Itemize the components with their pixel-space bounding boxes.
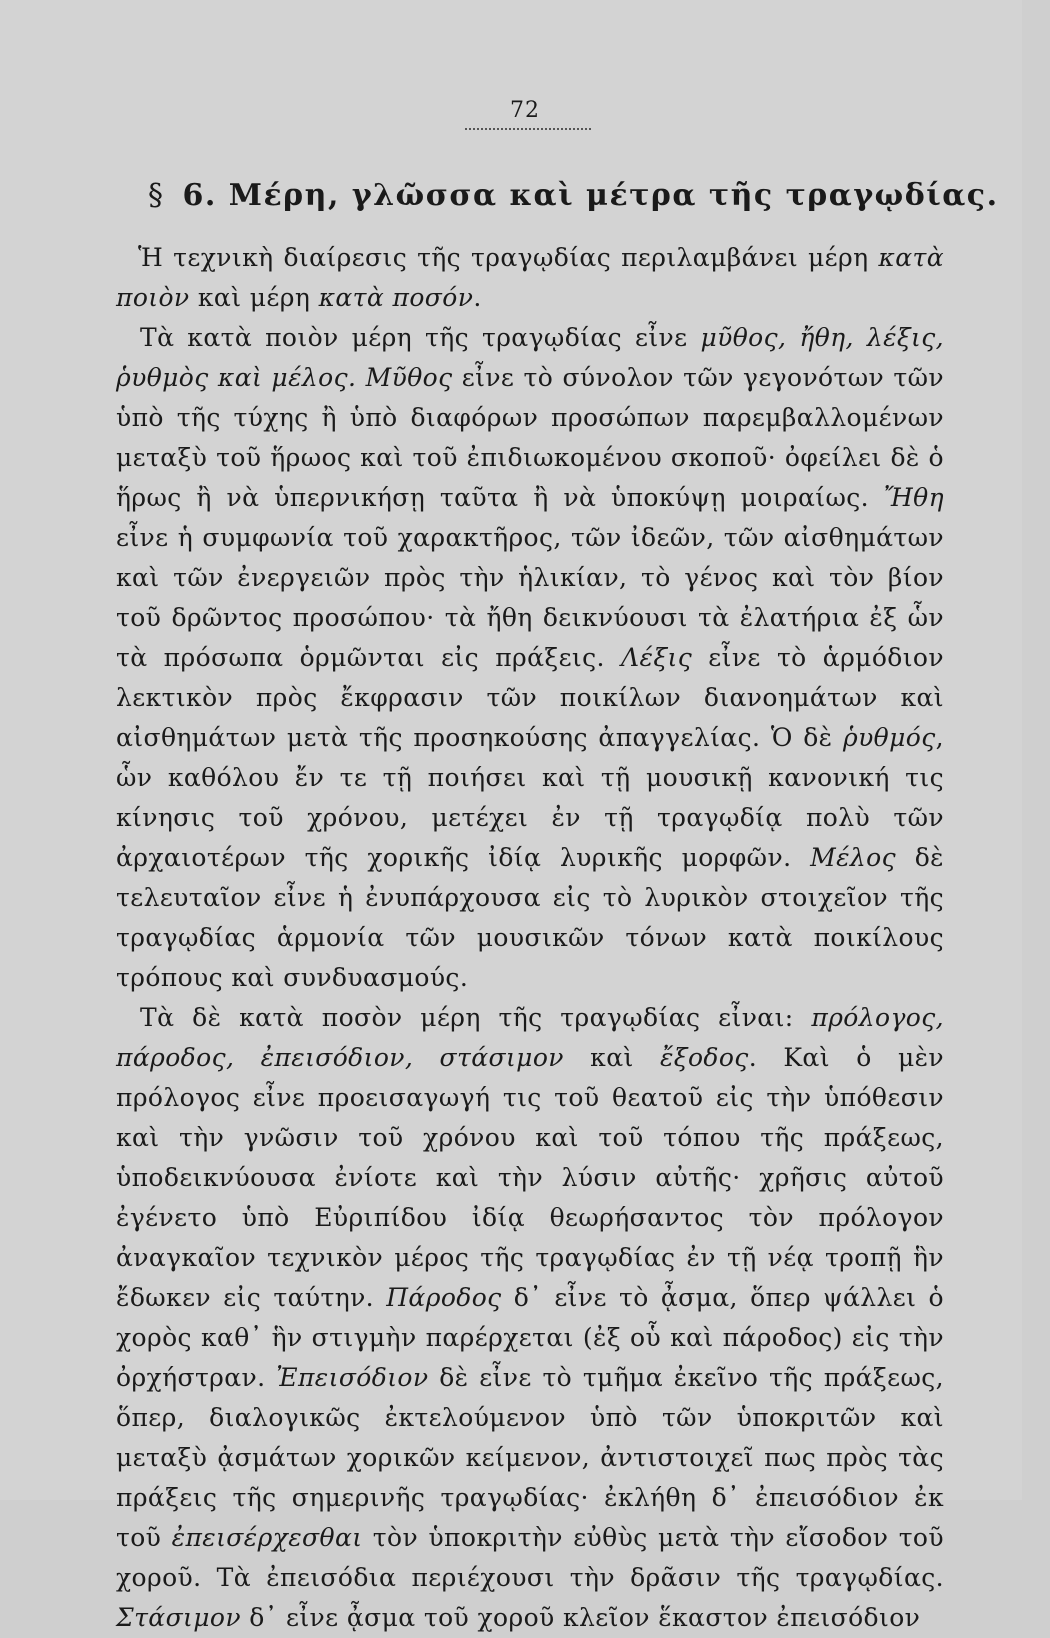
- italic-term: κατὰ ποιὸν: [116, 243, 944, 312]
- text-run: εἶνε τὸ σύνολον τῶν γεγονότων τῶν ὑπὸ τῆς τύχης ἢ ὑπὸ διαφόρων προσώπων παρεμβαλλομένων μεταξὺ τοῦ ἥρωος καὶ τοῦ ἐπιδιωκομένου σκοποῦ· ὀφείλει δὲ ὁ ἥρως ἢ νὰ ὑπερνικήσῃ ταῦτα ἢ νὰ ὑποκύψῃ μοιραίως.: [116, 363, 944, 512]
- text-run: , ὧν καθόλου ἔν τε τῇ ποιήσει καὶ τῇ μουσικῇ κανονική τις κίνησις τοῦ χρόνου, μετέχει ἐν τῇ τραγῳδίᾳ πολὺ τῶν ἀρχαιοτέρων τῆς χορικῆς ἰδίᾳ λυρικῆς μορφῶν.: [116, 723, 944, 872]
- text-run: δὲ εἶνε τὸ τμῆμα ἐκεῖνο τῆς πράξεως, ὅπερ, διαλογικῶς ἐκτελούμενον ὑπὸ τῶν ὑποκριτῶν καὶ μεταξὺ ᾀσμάτων χορικῶν κείμενον, ἀντιστοιχεῖ πως πρὸς τὰς πράξεις τῆς σημερινῆς τραγῳδίας· ἐκλήθη δ᾽ ἐπεισόδιον ἐκ τοῦ: [116, 1363, 944, 1552]
- italic-term: Στάσιμον: [116, 1603, 241, 1632]
- italic-term: πρόλογος, πάροδος, ἐπεισόδιον, στάσιμον: [116, 1003, 944, 1072]
- text-run: καὶ μέρη: [189, 283, 319, 312]
- paragraph-quantitative-parts: [116, 998, 944, 1638]
- italic-term: ἐπεισέρχεσθαι: [171, 1523, 363, 1552]
- paragraph-qualitative-parts: [116, 318, 944, 998]
- italic-term: ῥυθμός: [842, 723, 936, 752]
- italic-term: Μῦθος: [365, 363, 453, 392]
- paragraph-division: [116, 238, 944, 318]
- text-run: Τὰ δὲ κατὰ ποσὸν μέρη τῆς τραγῳδίας εἶναι:: [140, 1003, 812, 1032]
- section-heading: [148, 178, 999, 213]
- italic-term: Λέξις: [621, 643, 693, 672]
- italic-term: Ἤθη: [883, 483, 944, 512]
- italic-term: κατὰ ποσόν: [318, 283, 474, 312]
- italic-term: μῦθος, ἤθη, λέξις, ῥυθμὸς καὶ μέλος.: [116, 323, 945, 392]
- italic-term: Ἐπεισόδιον: [276, 1363, 429, 1392]
- text-run: .: [473, 283, 482, 312]
- text-run: τὸν ὑποκριτὴν εὐθὺς μετὰ τὴν εἴσοδον τοῦ χοροῦ. Τὰ ἐπεισόδια περιέχουσι τὴν δρᾶσιν τῆς τραγῳδίας.: [116, 1523, 944, 1592]
- italic-term: Μέλος: [810, 843, 897, 872]
- italic-term: Πάροδος: [386, 1283, 502, 1312]
- page-number: 72: [510, 98, 540, 123]
- body-text: [116, 238, 944, 1638]
- text-run: [356, 363, 365, 392]
- text-run: εἶνε ἡ συμφωνία τοῦ χαρακτῆρος, τῶν ἰδεῶν, τῶν αἰσθημάτων καὶ τῶν ἐνεργειῶν πρὸς τὴν ἡλικίαν, τὸ γένος καὶ τὸν βίον τοῦ δρῶντος προσώπου· τὰ ἤθη δεικνύουσι τὰ ἐλατήρια ἐξ ὧν τὰ πρόσωπα ὁρμῶνται εἰς πράξεις.: [116, 523, 944, 672]
- section-title: Μέρη, γλῶσσα καὶ μέτρα τῆς τραγῳδίας.: [228, 178, 999, 213]
- section-mark: §: [148, 178, 165, 213]
- section-number: 6.: [182, 178, 217, 213]
- text-run: Τὰ κατὰ ποιὸν μέρη τῆς τραγῳδίας εἶνε: [140, 323, 701, 352]
- text-run: δ᾽ εἶνε ᾆσμα τοῦ χοροῦ κλεῖον ἕκαστον ἐπεισόδιον: [240, 1603, 921, 1632]
- text-run: καὶ: [563, 1043, 660, 1072]
- text-run: δὲ τελευταῖον εἶνε ἡ ἐνυπάρχουσα εἰς τὸ λυρικὸν στοιχεῖον τῆς τραγῳδίας ἁρμονία τῶν μουσικῶν τόνων κατὰ ποικίλους τρόπους καὶ συνδυασμούς.: [116, 843, 944, 992]
- text-run: . Καὶ ὁ μὲν πρόλογος εἶνε προεισαγωγή τις τοῦ θεατοῦ εἰς τὴν ὑπόθεσιν καὶ τὴν γνῶσιν τοῦ χρόνου καὶ τοῦ τόπου τῆς πράξεως, ὑποδεικνύουσα ἐνίοτε καὶ τὴν λύσιν αὐτῆς· χρῆσις αὐτοῦ ἐγένετο ὑπὸ Εὐριπίδου ἰδίᾳ θεωρήσαντος τὸν πρόλογον ἀναγκαῖον τεχνικὸν μέρος τῆς τραγῳδίας ἐν τῇ νέᾳ τροπῇ ἣν ἔδωκεν εἰς ταύτην.: [116, 1043, 945, 1312]
- page-number-rule: [465, 128, 591, 130]
- text-run: εἶνε τὸ ἁρμόδιον λεκτικὸν πρὸς ἔκφρασιν τῶν ποικίλων διανοημάτων καὶ αἰσθημάτων μετὰ τῆς προσηκούσης ἀπαγγελίας. Ὁ δὲ: [116, 643, 944, 752]
- italic-term: ἔξοδος: [659, 1043, 749, 1072]
- text-run: δ᾽ εἶνε τὸ ᾆσμα, ὅπερ ψάλλει ὁ χορὸς καθ᾽ ἣν στιγμὴν παρέρχεται (ἐξ οὗ καὶ πάροδος) εἰς τὴν ὀρχήστραν.: [116, 1283, 944, 1392]
- text-run: Ἡ τεχνικὴ διαίρεσις τῆς τραγῳδίας περιλαμβάνει μέρη: [138, 243, 879, 272]
